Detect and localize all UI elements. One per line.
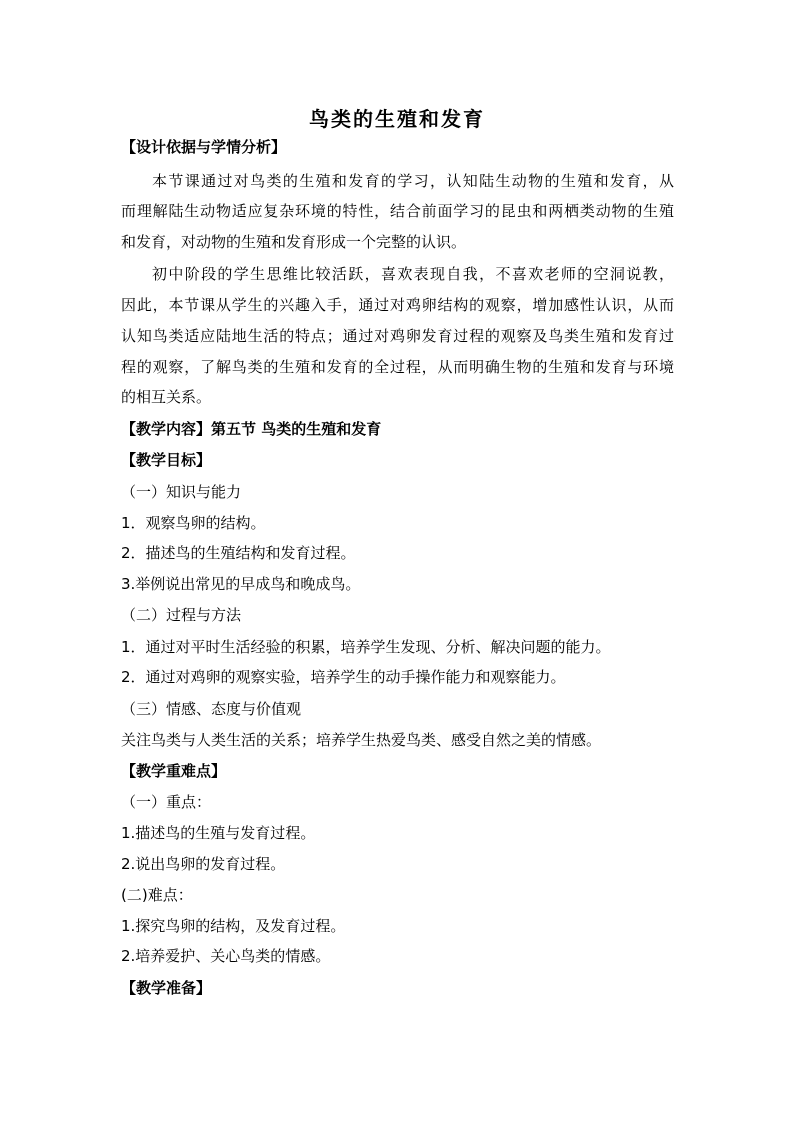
subheading-emotion: （三）情感、态度与价值观 [121,700,302,718]
subheading-knowledge: （一）知识与能力 [121,483,242,501]
list-item: 1.探究鸟卵的结构，及发育过程。 [121,917,346,935]
list-item: 2．描述鸟的生殖结构和发育过程。 [121,544,356,562]
list-item: 2.说出鸟卵的发育过程。 [121,855,286,873]
paragraph-line: 和发育，对动物的生殖和发育形成一个完整的认识。 [121,233,467,251]
list-item: 3.举例说出常见的早成鸟和晚成鸟。 [121,575,361,593]
subheading-process: （二）过程与方法 [121,606,242,624]
section-heading-goals: 【教学目标】 [121,451,212,469]
section-heading-content: 【教学内容】第五节 鸟类的生殖和发育 [121,420,382,438]
subheading-key-points: （一）重点： [121,793,212,811]
list-item: 2．通过对鸡卵的观察实验，培养学生的动手操作能力和观察能力。 [121,668,566,686]
section-heading-prep: 【教学准备】 [121,979,212,997]
list-item: 2.培养爱护、关心鸟类的情感。 [121,947,331,965]
paragraph-line: 本节课通过对鸟类的生殖和发育的学习，认知陆生动物的生殖和发育，从 [152,172,674,190]
list-item: 1.描述鸟的生殖与发育过程。 [121,824,316,842]
paragraph-line: 因此，本节课从学生的兴趣入手，通过对鸡卵结构的观察，增加感性认识，从而 [121,296,674,314]
paragraph-line: 关注鸟类与人类生活的关系；培养学生热爱鸟类、感受自然之美的情感。 [121,731,602,749]
list-item: 1．观察鸟卵的结构。 [121,514,266,532]
list-item: 1．通过对平时生活经验的积累，培养学生发现、分析、解决问题的能力。 [121,638,611,656]
paragraph-line: 而理解陆生动物适应复杂环境的特性，结合前面学习的昆虫和两栖类动物的生殖 [121,202,674,220]
section-heading-key: 【教学重难点】 [121,762,227,780]
paragraph-line: 认知鸟类适应陆地生活的特点；通过对鸡卵发育过程的观察及鸟类生殖和发育过 [121,327,674,345]
paragraph-line: 初中阶段的学生思维比较活跃，喜欢表现自我，不喜欢老师的空洞说教， [152,265,674,283]
paragraph-line: 的相互关系。 [121,388,212,406]
section-heading-design: 【设计依据与学情分析】 [121,138,287,156]
document-title: 鸟类的生殖和发育 [309,107,485,131]
paragraph-line: 程的观察，了解鸟类的生殖和发育的全过程，从而明确生物的生殖和发育与环境 [121,358,674,376]
subheading-difficulties: (二)难点： [121,886,193,904]
